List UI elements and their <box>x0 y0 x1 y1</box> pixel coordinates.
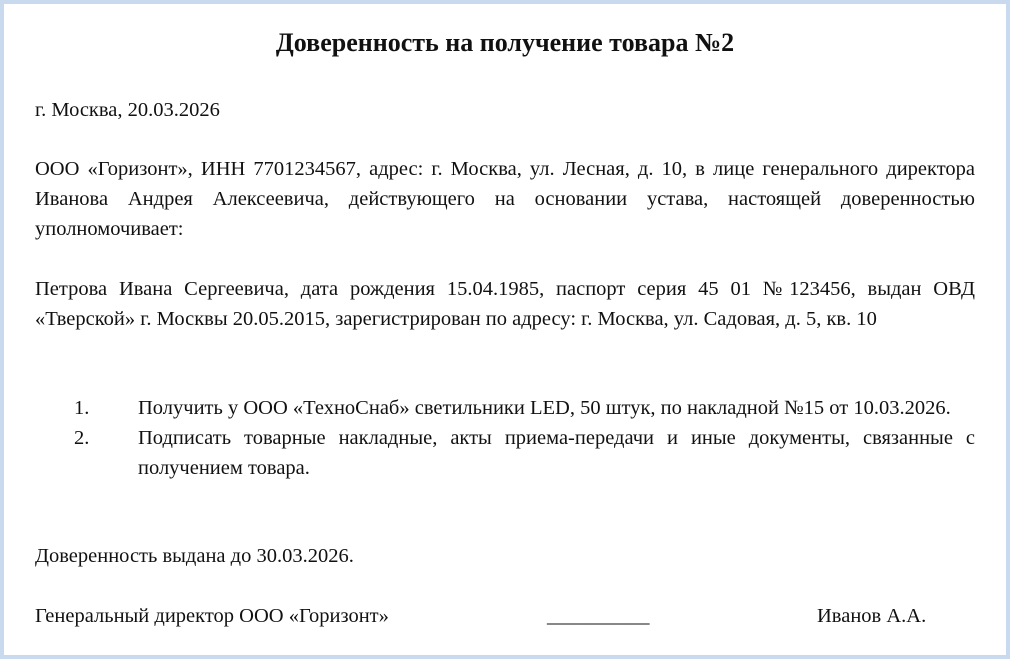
agent-paragraph: Петрова Ивана Сергеевича, дата рождения 15.04.1985, паспорт серия 45 01 №123456, выдан ОВД «Тверской» г. Москвы 20.05.2015, зарегистрирован по адресу: г. Москва, ул. Садовая, д. 5, кв. 10 <box>35 278 975 330</box>
signatory-name: Иванов А.А. <box>817 605 927 627</box>
document-title: Доверенность на получение товара №2 <box>275 28 735 57</box>
list-item-text: Подписать товарные накладные, акты приема-передачи и иные документы, связанные с получением товара. <box>138 427 975 479</box>
list-item-number: 2. <box>74 427 90 449</box>
place-and-date: г. Москва, 20.03.2026 <box>35 99 220 121</box>
principal-paragraph: ООО «Горизонт», ИНН 7701234567, адрес: г. Москва, ул. Лесная, д. 10, в лице генерального директора Иванова Андрея Алексеевича, действующего на основании устава, настоящей доверенностью уполномочивает: <box>35 158 975 240</box>
validity-statement: Доверенность выдана до 30.03.2026. <box>35 545 354 567</box>
list-item-text: Получить у ООО «ТехноСнаб» светильники LED, 50 штук, по накладной №15 от 10.03.2026. <box>138 397 951 419</box>
signature-block <box>35 601 975 631</box>
list-item-number: 1. <box>74 397 90 419</box>
signatory-position: Генеральный директор ООО «Горизонт» <box>35 605 389 627</box>
list-item <box>66 423 975 483</box>
document-page <box>4 4 1006 655</box>
signature-line: __________ <box>547 605 650 627</box>
powers-list <box>66 393 975 483</box>
list-item <box>66 393 975 423</box>
